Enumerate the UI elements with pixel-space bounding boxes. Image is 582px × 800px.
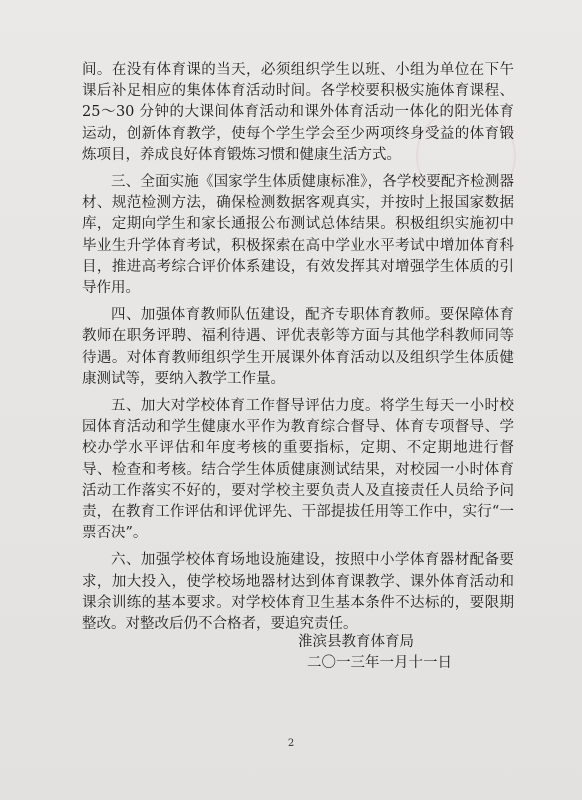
paragraph-section-3: 三、全面实施《国家学生体质健康标准》，各学校要配齐检测器材、规范检测方法，确保检测数据客观真实，并按时上报国家数据库，定期向学生和家长通报公布测试总体结果。积极组织实施初中毕业生升学体育考试，积极探索在高中学业水平考试中增加体育科目，推进高考综合评价体系建设，有效发挥其对增强学生体质的引导作用。 [82, 174, 514, 297]
paragraph-section-6: 六、加强学校体育场地设施建设，按照中小学体育器材配备要求，加大投入，使学校场地器材达到体育课教学、课外体育活动和课余训练的基本要求。对学校体育卫生基本条件不达标的，要限期整改。对整改后仍不合格者，要追究责任。 [82, 552, 514, 633]
paragraph-continuation: 间。在没有体育课的当天，必须组织学生以班、小组为单位在下午课后补足相应的集体体育活动时间。各学校要积极实施体育课程、25～30 分钟的大课间体育活动和课外体育活动一体化的阳光体育运动，创新体育教学，使每个学生学会至少两项终身受益的体育锻炼项目，养成良好体育锻炼习惯和健康生活方式。 [82, 62, 514, 163]
signature-block [0, 632, 452, 674]
signature-date: 二〇一三年一月十一日 [307, 655, 452, 671]
signature-organization: 淮滨县教育体育局 [298, 634, 414, 650]
paragraph-section-5: 五、加大对学校体育工作督导评估力度。将学生每天一小时校园体育活动和学生健康水平作为教育综合督导、体育专项督导、学校办学水平评估和年度考核的重要指标，定期、不定期地进行督导、检查和考核。结合学生体质健康测试结果，对校园一小时体育活动工作落实不好的，要对学校主要负责人及直接责任人员给予问责，在教育工作评估和评优评先、干部提拔任用等工作中，实行“一票否决”。 [82, 398, 514, 542]
page-number: 2 [287, 738, 295, 749]
paragraph-section-4: 四、加强体育教师队伍建设，配齐专职体育教师。要保障体育教师在职务评聘、福利待遇、评优表彰等方面与其他学科教师同等待遇。对体育教师组织学生开展课外体育活动以及组织学生体质健康测试等，要纳入教学工作量。 [82, 307, 514, 387]
document-body [82, 60, 514, 641]
